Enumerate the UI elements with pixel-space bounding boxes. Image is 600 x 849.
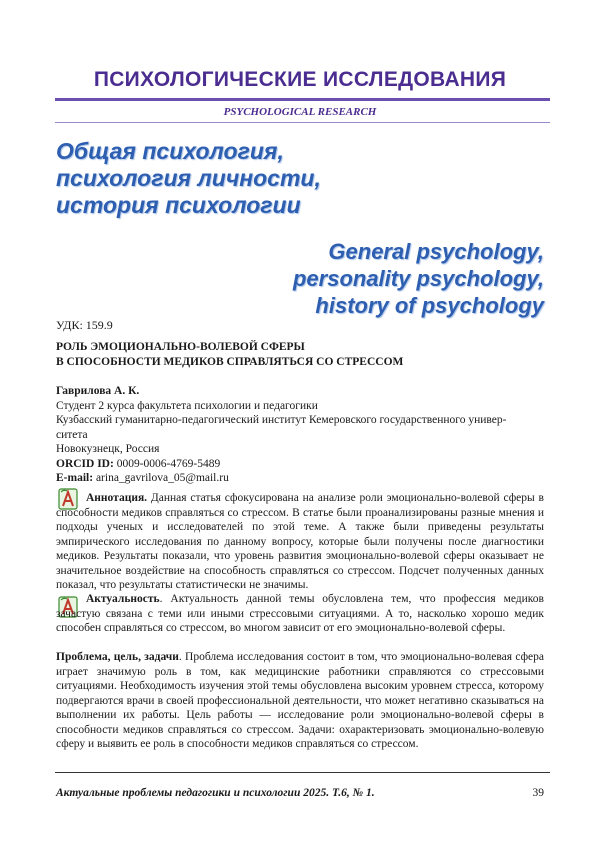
author-affiliation-cont: ситета [56,428,88,441]
journal-subtitle: PSYCHOLOGICAL RESEARCH [223,106,377,118]
orcid-label: ORCID ID: [56,457,114,470]
article-title [56,340,403,370]
author-affiliation: Кузбасский гуманитарно-педагогический институт Кемеровского государственного универ- [56,414,507,426]
problem-label: Проблема, цель, задачи [56,651,179,663]
journal-title: ПСИХОЛОГИЧЕСКИЕ ИССЛЕДОВАНИЯ [93,68,507,91]
header-rule [55,98,550,101]
relevance-paragraph [56,592,544,636]
relevance-label: Актуальность [86,593,160,605]
article-title-line: В СПОСОБНОСТИ МЕДИКОВ СПРАВЛЯТЬСЯ СО СТРЕССОМ [56,356,404,368]
article-title-line: РОЛЬ ЭМОЦИОНАЛЬНО-ВОЛЕВОЙ СФЕРЫ [56,341,305,353]
orcid-line [56,457,544,472]
section-ru-line: психология личности, [56,165,321,191]
problem-paragraph [56,650,544,752]
author-info [56,384,544,486]
section-en-line: history of psychology [315,293,544,318]
section-title-ru [56,138,321,219]
email-value[interactable]: arina_gavrilova_05@mail.ru [93,472,229,484]
section-ru-line: история психологии [56,192,301,218]
section-en-line: General psychology, [328,239,544,264]
author-name: Гаврилова А. К. [56,385,140,397]
footer-journal: Актуальные проблемы педагогики и психологии 2025. Т.6, № 1. [56,787,375,799]
udk-code: УДК: 159.9 [56,318,113,332]
abstract-text: Данная статья сфокусирована на анализе роли эмоционально-волевой сферы в способности медиков справляться со стрессом. В статье были проанализированы разные мнения и подходы ученых и исследователей по этой теме. А также были приведены результаты эмпирического исследования по данному вопросу, которые были получены после диагностики медиков. Результаты показали, что уровень развития эмоционально-волевой сферы оказывает не значительное воздействие на способность справляться со стрессом. Подсчет полученных данных показал, что результаты статистически не значимы. [56,492,544,591]
email-line [56,471,544,486]
page-number: 39 [532,787,544,799]
section-title-en [293,238,544,319]
subtitle-rule [55,122,550,123]
email-label: E-mail: [56,472,94,484]
author-city: Новокузнецк, Россия [56,443,160,455]
section-en-line: personality psychology, [292,266,544,291]
relevance-text: . Актуальность данной темы обусловлена тем, что профессия медиков зачастую связана с теми или иными стрессовыми ситуациями. А то, насколько хорошо медик способен справляться со стрессом, во многом зависит от его эмоционально-волевой сферы. [56,593,544,634]
problem-text: . Проблема исследования состоит в том, что эмоционально-волевая сфера играет значимую роль в том, как медицинские работники справляются со стрессовыми ситуациями. Необходимость изучения этой темы обусловлена высоким уровнем стресса, которому подвергаются врачи в своей профессиональной деятельности, что может негативно сказываться на выполнении их работы. Цель работы — исследование роли эмоционально-волевой сферы в способности медиков справляться со стрессом. Задачи: охарактеризовать эмоционально-волевую сферу и выявить ее роль в способности медиков справляться со стрессом. [56,651,544,750]
author-position: Студент 2 курса факультета психологии и педагогики [56,399,318,412]
abstract-paragraph [56,491,544,593]
abstract-label: Аннотация. [86,492,148,504]
section-ru-line: Общая психология, [56,138,284,164]
footer-rule [55,772,550,773]
orcid-value[interactable]: 0009-0006-4769-5489 [113,457,221,470]
